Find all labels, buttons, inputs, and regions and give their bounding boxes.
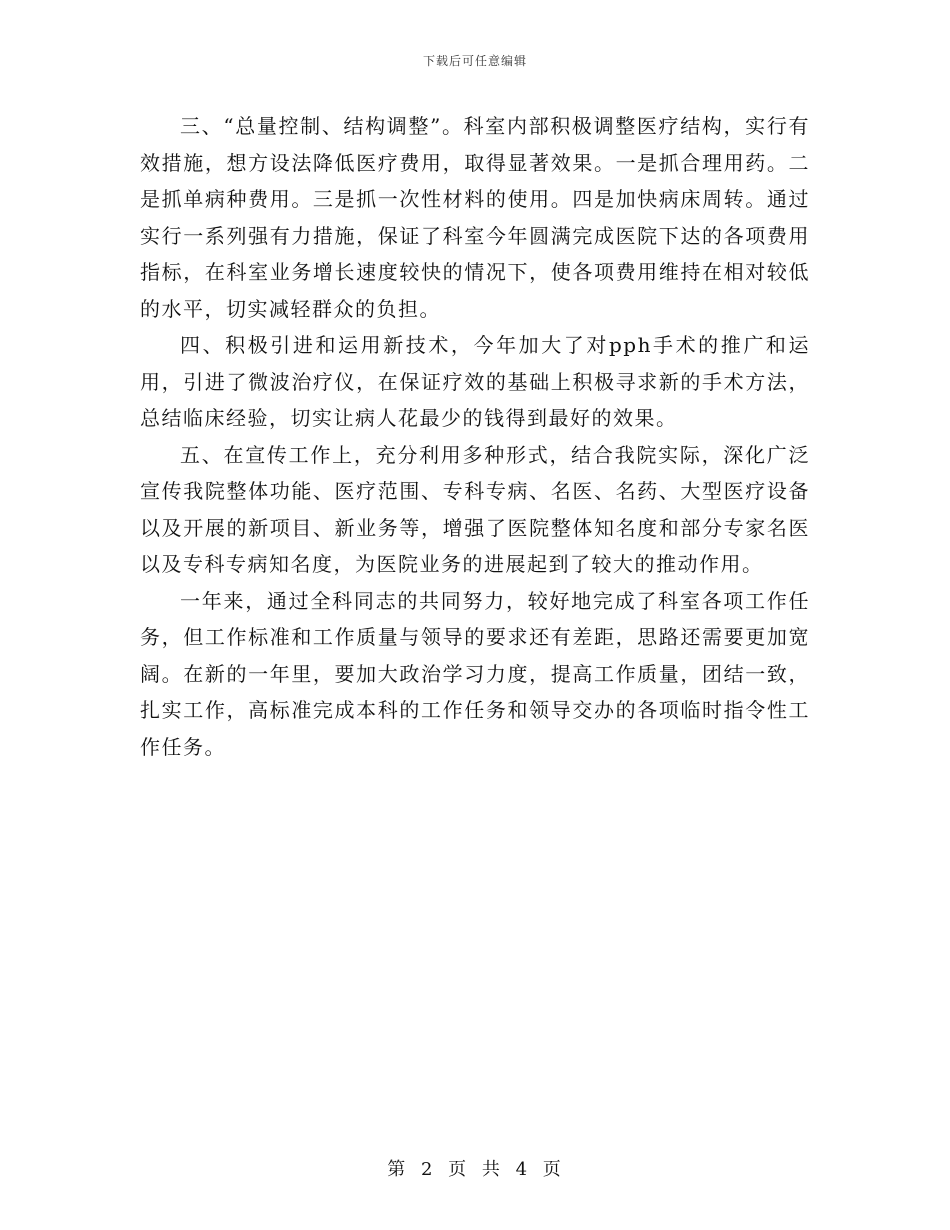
page-number-footer: 第 2 页 共 4 页 xyxy=(387,1159,563,1180)
paragraph-section-4: 四、积极引进和运用新技术，今年加大了对pph手术的推广和运用，引进了微波治疗仪，在保证疗效的基础上积极寻求新的手术方法，总结临床经验，切实让病人花最少的钱得到最好的效果。 xyxy=(140,333,810,430)
paragraph-summary: 一年来，通过全科同志的共同努力，较好地完成了科室各项工作任务，但工作标准和工作质量与领导的要求还有差距，思路还需要更加宽阔。在新的一年里，要加大政治学习力度，提高工作质量，团结一致，扎实工作，高标准完成本科的工作任务和领导交办的各项临时指令性工作任务。 xyxy=(140,588,810,759)
document-body xyxy=(140,108,810,765)
paragraph-section-3: 三、“总量控制、结构调整”。科室内部积极调整医疗结构，实行有效措施，想方设法降低医疗费用，取得显著效果。一是抓合理用药。二是抓单病种费用。三是抓一次性材料的使用。四是加快病床周转。通过实行一系列强有力措施，保证了科室今年圆满完成医院下达的各项费用指标，在科室业务增长速度较快的情况下，使各项费用维持在相对较低的水平，切实减轻群众的负担。 xyxy=(140,114,810,321)
paragraph-section-5: 五、在宣传工作上，充分利用多种形式，结合我院实际，深化广泛宣传我院整体功能、医疗范围、专科专病、名医、名药、大型医疗设备以及开展的新项目、新业务等，增强了医院整体知名度和部分专家名医以及专科专病知名度，为医院业务的进展起到了较大的推动作用。 xyxy=(140,442,810,576)
page-header: 下载后可任意编辑 xyxy=(422,54,527,68)
